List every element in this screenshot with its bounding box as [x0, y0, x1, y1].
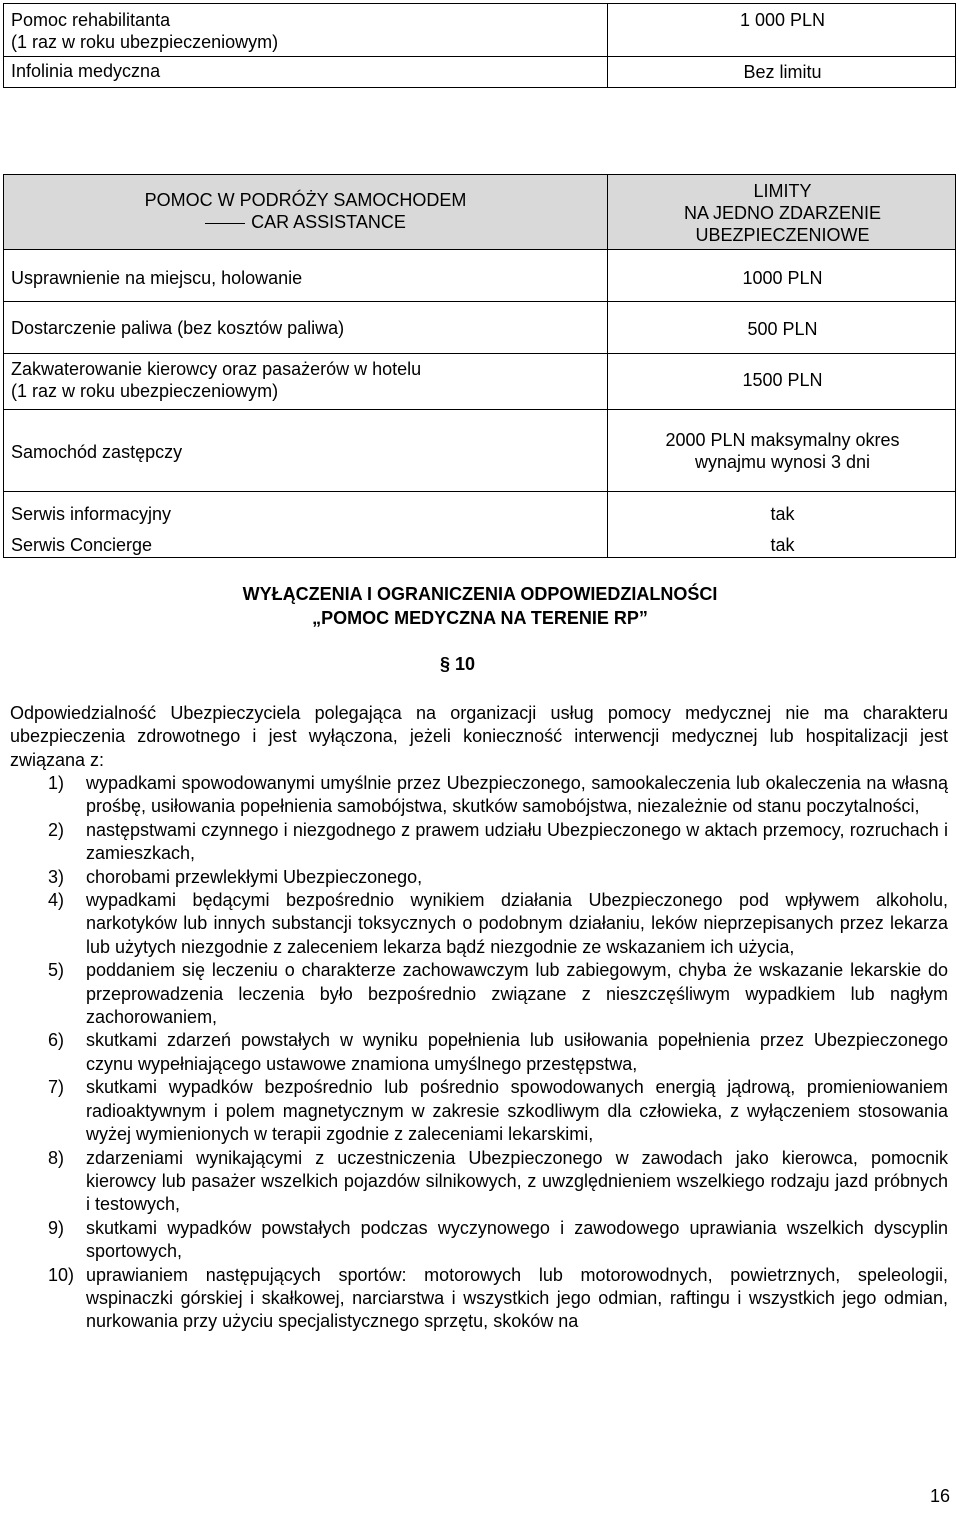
table1-row2-left: Infolinia medyczna	[11, 61, 161, 81]
row-info-label: Serwis informacyjny	[11, 504, 172, 524]
list-item: 8) zdarzeniami wynikającymi z uczestniczenia Ubezpieczonego w zawodach jako kierowca, pomocnik kierowcy lub pasażer wszelkich pojazdów silnikowych, z uwzględnieniem wszelkiego rodzaju jazd próbnych i testowych,	[48, 1147, 948, 1215]
row-hotel-label: Zakwaterowanie kierowcy oraz pasażerów w hotelu (1 raz w roku ubezpieczeniowym)	[11, 359, 422, 401]
header-left-line2: CAR ASSISTANCE	[4, 211, 607, 233]
rehab-table	[3, 3, 956, 88]
car-assistance-header	[4, 189, 607, 233]
row-concierge-limit: tak	[770, 535, 795, 555]
row-fuel-limit: 500 PLN	[747, 319, 818, 339]
list-item: 3) chorobami przewlekłymi Ubezpieczonego,	[48, 866, 423, 887]
limits-header: LIMITY NA JEDNO ZDARZENIE UBEZPIECZENIOWE	[683, 181, 882, 245]
exclusions-subtitle: „POMOC MEDYCZNA NA TERENIE RP”	[312, 608, 648, 628]
list-item: 5) poddaniem się leczeniu o charakterze zachowawczym lub zabiegowym, chyba że wskazanie lekarskie do przeprowadzenia leczenia było bezpośrednio związane z nieszczęśliwym wypadkiem lub nagłym zachorowaniem,	[48, 960, 948, 1028]
list-item: 6) skutkami zdarzeń powstałych w wyniku popełnienia lub usiłowania popełnienia przez Ubezpieczonego czynu wypełniającego ustawowe znamiona umyślnego przestępstwa,	[48, 1030, 948, 1074]
list-item: 10) uprawianiem następujących sportów: motorowych lub motorowodnych, powietrznych, speleologii, wspinaczki górskiej i skałkowej, narciarstwa i wszystkich jego odmian, raftingu i wszystkich jego odmian, nurkowania przy użyciu specjalistycznego sprzętu, skoków na	[48, 1264, 948, 1332]
row-car-limit: 2000 PLN maksymalny okres wynajmu wynosi 3 dni	[665, 430, 900, 472]
list-item: 4) wypadkami będącymi bezpośrednio wynikiem działania Ubezpieczonego pod wpływem alkoholu, narkotyków lub innych substancji toksycznych o podobnym działaniu, leków nieprzepisanych przez lekarza lub użytych niezgodnie z zaleceniem lekarza bądź niezgodnie ze wskazaniem ich użycia,	[48, 890, 948, 957]
section-number: § 10	[440, 654, 476, 674]
table1-row1-right: 1 000 PLN	[739, 10, 826, 30]
row-car-label: Samochód zastępczy	[11, 442, 183, 462]
row-fuel-label: Dostarczenie paliwa (bez kosztów paliwa)	[11, 318, 345, 338]
row-concierge-label: Serwis Concierge	[11, 535, 153, 555]
list-item: 2) następstwami czynnego i niezgodnego z prawem udziału Ubezpieczonego w aktach przemocy, rozruchach i zamieszkach,	[48, 819, 948, 864]
table1-row2-right: Bez limitu	[743, 62, 822, 82]
list-item: 7) skutkami wypadków bezpośrednio lub pośrednio spowodowanych energią jądrową, promieniowaniem radioaktywnym i polem magnetycznym w zakresie szkodliwym dla człowieka, z wyłączeniem stosowania wyżej wymienionych w terapii zgodnie z zaleceniami lekarskimi,	[48, 1077, 948, 1145]
row-hotel-limit: 1500 PLN	[742, 370, 823, 390]
list-item: 9) skutkami wypadków powstałych podczas wyczynowego i zawodowego uprawiania wszelkich dyscyplin sportowych,	[48, 1217, 948, 1262]
page-number: 16	[929, 1486, 950, 1506]
table1-row1-left: Pomoc rehabilitanta (1 raz w roku ubezpieczeniowym)	[11, 10, 279, 52]
header-left-line1: POMOC W PODRÓŻY SAMOCHODEM	[144, 190, 467, 210]
exclusions-list	[10, 772, 948, 1334]
list-item: 1) wypadkami spowodowanymi umyślnie przez Ubezpieczonego, samookaleczenia lub okaleczenia na własną prośbę, usiłowania popełnienia samobójstwa, skutków samobójstwa, niezależnie od stanu poczytalności,	[48, 773, 948, 817]
intro-paragraph: Odpowiedzialność Ubezpieczyciela polegająca na organizacji usług pomocy medycznej nie ma charakteru ubezpieczenia zdrowotnego i jest wyłączona, jeżeli konieczność interwencji medycznej lub hospitalizacji jest związana z:	[10, 703, 948, 770]
exclusions-title: WYŁĄCZENIA I OGRANICZENIA ODPOWIEDZIALNOŚCI	[242, 584, 718, 604]
row-info-limit: tak	[770, 504, 795, 524]
row-towing-label: Usprawnienie na miejscu, holowanie	[11, 268, 303, 288]
car-assistance-table	[3, 174, 956, 558]
row-towing-limit: 1000 PLN	[742, 268, 823, 288]
